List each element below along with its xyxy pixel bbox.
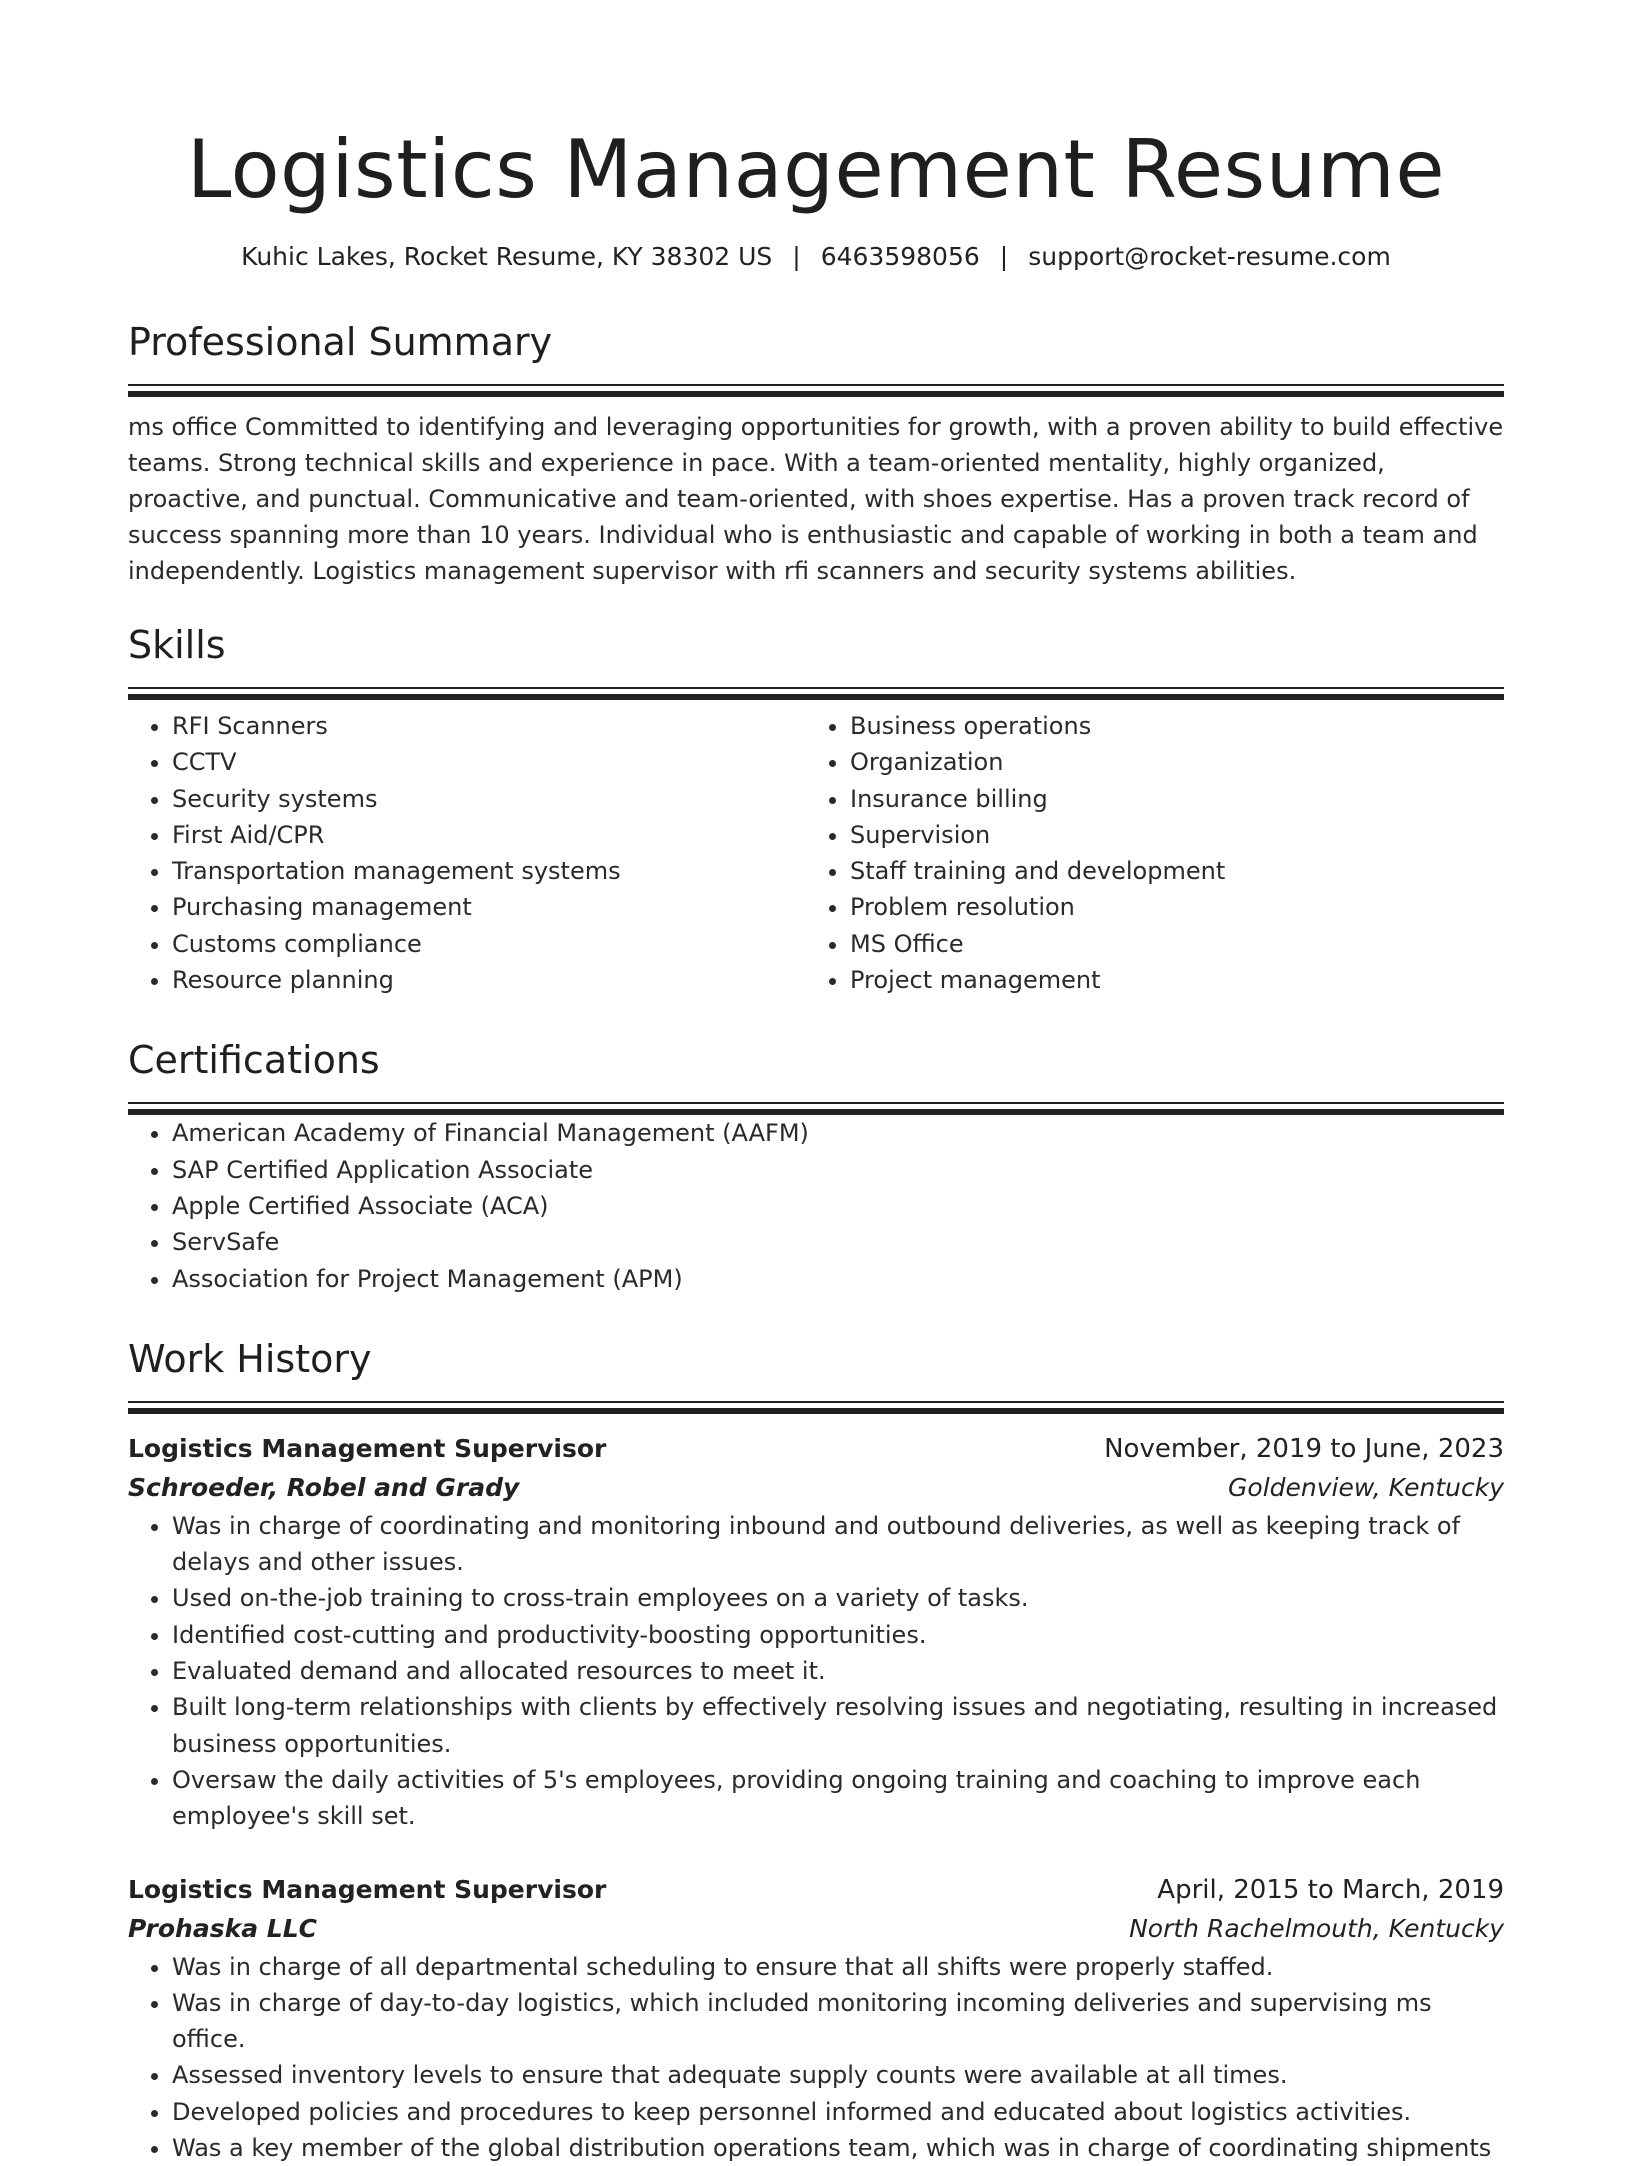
skills-list-left bbox=[128, 708, 806, 998]
skill-item: • RFI Scanners bbox=[172, 708, 806, 744]
certification-item: • Apple Certified Associate (ACA) bbox=[172, 1188, 1504, 1224]
job-bullet: • Oversaw the daily activities of 5's employees, providing ongoing training and coaching to improve each employee's skill set. bbox=[172, 1762, 1504, 1835]
skill-item: • Supervision bbox=[850, 817, 1484, 853]
job-bullet: • Assessed inventory levels to ensure that adequate supply counts were available at all times. bbox=[172, 2057, 1504, 2093]
skill-item: • CCTV bbox=[172, 744, 806, 780]
skill-item: • Staff training and development bbox=[850, 853, 1484, 889]
contact-line bbox=[128, 240, 1504, 274]
job-bullets bbox=[128, 1949, 1504, 2166]
section-heading: Certifications bbox=[128, 1038, 380, 1083]
section-heading: Work History bbox=[128, 1336, 372, 1381]
job-subheader bbox=[128, 1468, 1504, 1508]
certification-item: • Association for Project Management (APM) bbox=[172, 1261, 1504, 1297]
job-bullet: • Developed policies and procedures to keep personnel informed and educated about logistics activities. bbox=[172, 2094, 1504, 2130]
job-company: Prohaska LLC bbox=[128, 1913, 318, 1943]
section-divider bbox=[128, 1102, 1504, 1115]
contact-email[interactable]: support@rocket-resume.com bbox=[1028, 242, 1391, 271]
resume-title: Logistics Management Resume bbox=[186, 123, 1446, 216]
job-bullet: • Built long-term relationships with clients by effectively resolving issues and negotiating, resulting in increased business opportunities. bbox=[172, 1689, 1504, 1762]
skill-item: • MS Office bbox=[850, 926, 1484, 962]
skill-item: • Customs compliance bbox=[172, 926, 806, 962]
job-location: North Rachelmouth, Kentucky bbox=[1129, 1913, 1504, 1943]
section-divider bbox=[128, 1401, 1504, 1414]
job-header bbox=[128, 1430, 1504, 1468]
resume-page bbox=[128, 0, 1504, 2166]
job-title: Logistics Management Supervisor bbox=[128, 1433, 607, 1463]
skills-list-right bbox=[806, 708, 1484, 998]
job-bullet: • Was in charge of coordinating and monitoring inbound and outbound deliveries, as well as keeping track of delays and other issues. bbox=[172, 1508, 1504, 1581]
job-company: Schroeder, Robel and Grady bbox=[128, 1472, 520, 1502]
section-divider bbox=[128, 687, 1504, 700]
skill-item: • Resource planning bbox=[172, 962, 806, 998]
job-title: Logistics Management Supervisor bbox=[128, 1874, 607, 1904]
job-bullet: • Evaluated demand and allocated resources to meet it. bbox=[172, 1653, 1504, 1689]
job-bullet: • Identified cost-cutting and productivity-boosting opportunities. bbox=[172, 1617, 1504, 1653]
section-work-history bbox=[128, 1335, 1504, 2166]
skill-item: • Insurance billing bbox=[850, 781, 1484, 817]
certification-item: • American Academy of Financial Management (AAFM) bbox=[172, 1115, 1504, 1151]
section-professional-summary bbox=[128, 318, 1504, 589]
skill-item: • Purchasing management bbox=[172, 889, 806, 925]
section-skills bbox=[128, 621, 1504, 998]
job-location: Goldenview, Kentucky bbox=[1228, 1472, 1504, 1502]
skill-item: • Organization bbox=[850, 744, 1484, 780]
certification-item: • ServSafe bbox=[172, 1224, 1504, 1260]
contact-separator: | bbox=[792, 242, 801, 271]
job-entry bbox=[128, 1871, 1504, 2166]
job-dates: April, 2015 to March, 2019 bbox=[1157, 1874, 1504, 1905]
skill-item: • Business operations bbox=[850, 708, 1484, 744]
job-dates: November, 2019 to June, 2023 bbox=[1104, 1433, 1504, 1464]
skill-item: • Project management bbox=[850, 962, 1484, 998]
contact-address: Kuhic Lakes, Rocket Resume, KY 38302 US bbox=[241, 242, 773, 271]
skill-item: • Security systems bbox=[172, 781, 806, 817]
skills-grid bbox=[128, 708, 1504, 998]
job-bullet: • Used on-the-job training to cross-train employees on a variety of tasks. bbox=[172, 1580, 1504, 1616]
job-bullets bbox=[128, 1508, 1504, 1835]
job-bullet: • Was a key member of the global distribution operations team, which was in charge of coordinating shipments bbox=[172, 2130, 1504, 2166]
certification-item: • SAP Certified Application Associate bbox=[172, 1152, 1504, 1188]
job-bullet: • Was in charge of day-to-day logistics, which included monitoring incoming deliveries and supervising ms office. bbox=[172, 1985, 1504, 2058]
contact-separator: | bbox=[999, 242, 1009, 271]
job-bullet: • Was in charge of all departmental scheduling to ensure that all shifts were properly staffed. bbox=[172, 1949, 1504, 1985]
section-heading: Skills bbox=[128, 623, 226, 667]
skill-item: • Transportation management systems bbox=[172, 853, 806, 889]
job-header bbox=[128, 1871, 1504, 1909]
section-heading: Professional Summary bbox=[128, 320, 553, 364]
skill-item: • Problem resolution bbox=[850, 889, 1484, 925]
job-subheader bbox=[128, 1909, 1504, 1949]
job-entry bbox=[128, 1430, 1504, 1835]
skill-item: • First Aid/CPR bbox=[172, 817, 806, 853]
summary-text: ms office Committed to identifying and leveraging opportunities for growth, with a proven ability to build effective teams. Strong technical skills and experience in pace. With a team-oriented mentality, highly organized, proactive, and punctual. Communicative and team-oriented, with shoes expertise. Has a proven track record of success spanning more than 10 years. Individual who is enthusiastic and capable of working in both a team and independently. Logistics management supervisor with rfi scanners and security systems abilities. bbox=[128, 413, 1504, 585]
section-certifications bbox=[128, 1036, 1504, 1296]
certifications-list bbox=[128, 1115, 1504, 1296]
section-divider bbox=[128, 384, 1504, 397]
contact-phone[interactable]: 6463598056 bbox=[820, 242, 980, 271]
